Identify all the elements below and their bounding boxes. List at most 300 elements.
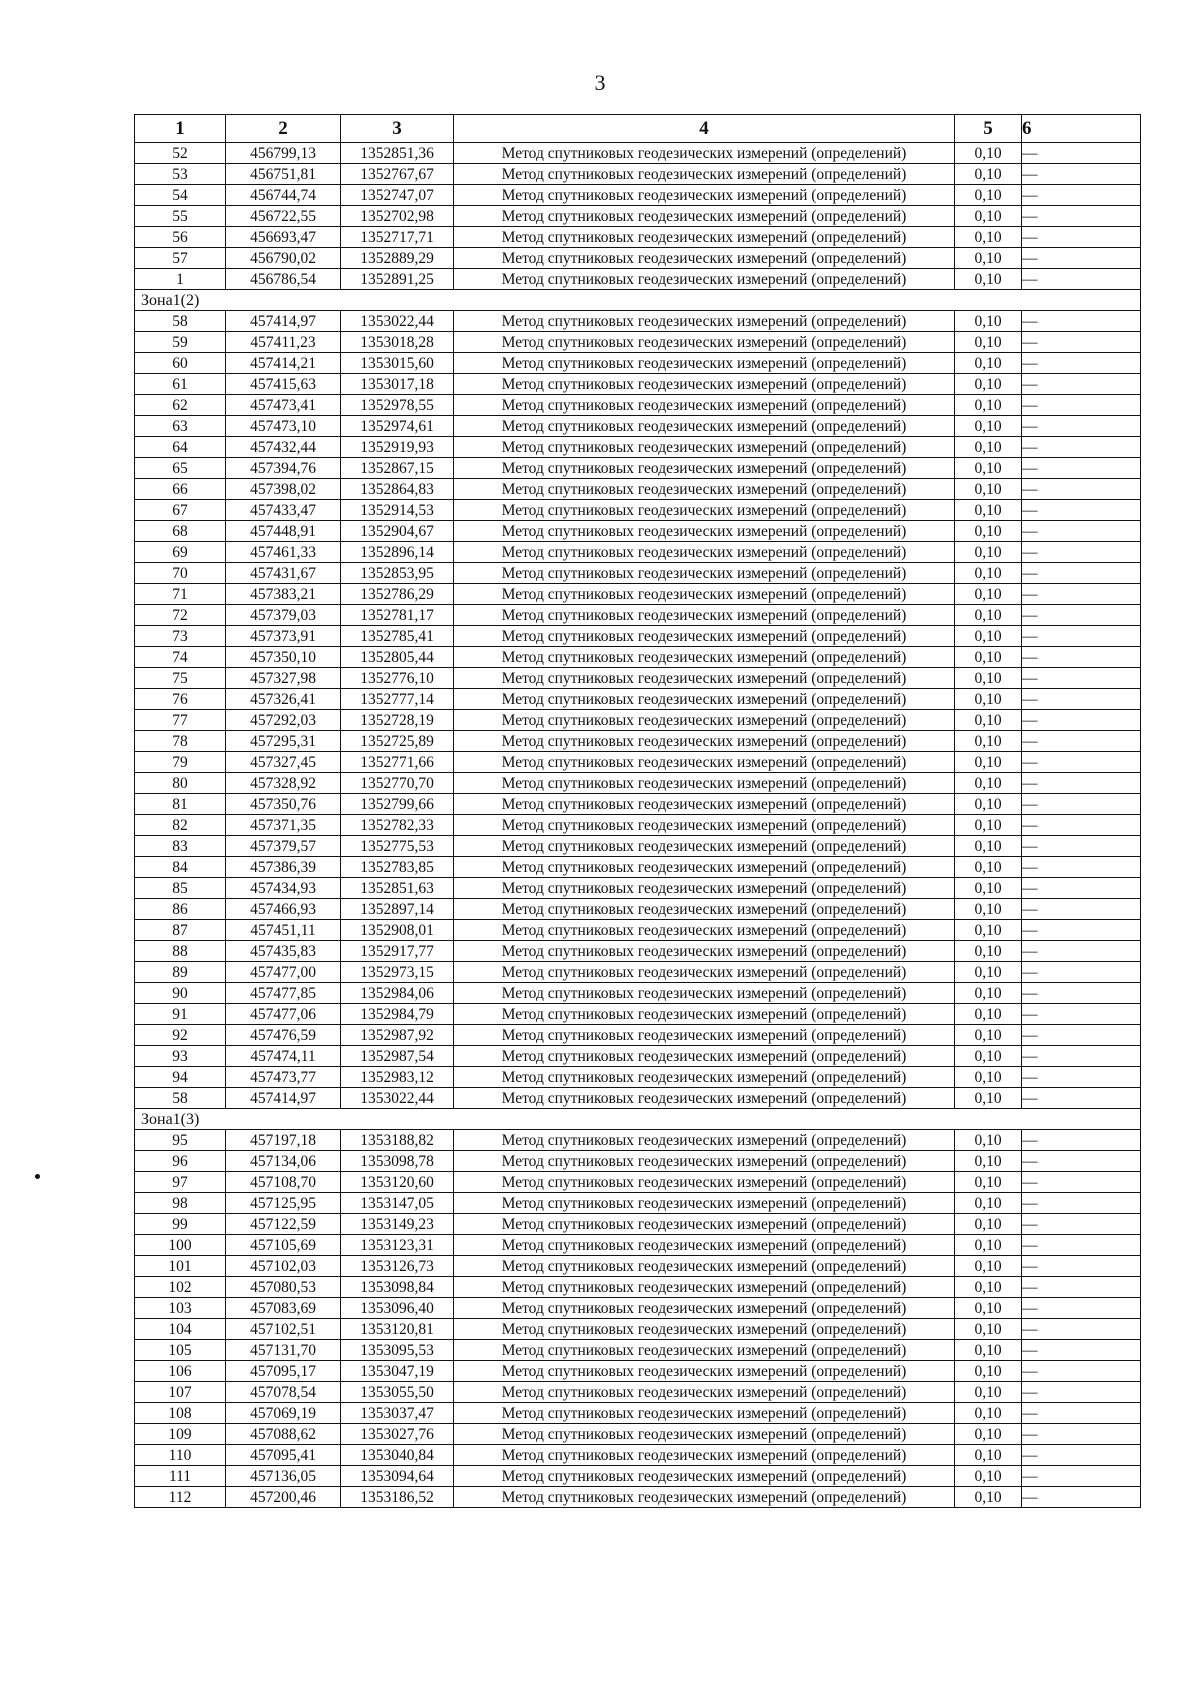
y-coordinate-cell: 1352919,93	[341, 437, 454, 458]
header-col-6: 6	[1022, 115, 1141, 143]
y-coordinate-cell: 1353120,60	[341, 1172, 454, 1193]
note-cell: —	[1022, 689, 1141, 710]
method-cell: Метод спутниковых геодезических измерений (определений)	[454, 164, 955, 185]
point-number-cell: 94	[135, 1067, 226, 1088]
accuracy-cell: 0,10	[955, 416, 1022, 437]
method-cell: Метод спутниковых геодезических измерений (определений)	[454, 983, 955, 1004]
y-coordinate-cell: 1352781,17	[341, 605, 454, 626]
y-coordinate-cell: 1352978,55	[341, 395, 454, 416]
note-cell: —	[1022, 1004, 1141, 1025]
table-row	[135, 164, 1141, 185]
x-coordinate-cell: 457350,10	[226, 647, 341, 668]
note-cell: —	[1022, 794, 1141, 815]
point-number-cell: 54	[135, 185, 226, 206]
point-number-cell: 102	[135, 1277, 226, 1298]
note-cell: —	[1022, 1403, 1141, 1424]
accuracy-cell: 0,10	[955, 1382, 1022, 1403]
method-cell: Метод спутниковых геодезических измерений (определений)	[454, 1487, 955, 1508]
y-coordinate-cell: 1352771,66	[341, 752, 454, 773]
x-coordinate-cell: 457326,41	[226, 689, 341, 710]
accuracy-cell: 0,10	[955, 1445, 1022, 1466]
table-row	[135, 878, 1141, 899]
table-row	[135, 563, 1141, 584]
y-coordinate-cell: 1352908,01	[341, 920, 454, 941]
y-coordinate-cell: 1352851,63	[341, 878, 454, 899]
accuracy-cell: 0,10	[955, 1487, 1022, 1508]
method-cell: Метод спутниковых геодезических измерений (определений)	[454, 1004, 955, 1025]
x-coordinate-cell: 457295,31	[226, 731, 341, 752]
accuracy-cell: 0,10	[955, 1361, 1022, 1382]
x-coordinate-cell: 456744,74	[226, 185, 341, 206]
page-number: 3	[594, 70, 606, 95]
table-row	[135, 941, 1141, 962]
y-coordinate-cell: 1352984,79	[341, 1004, 454, 1025]
point-number-cell: 98	[135, 1193, 226, 1214]
y-coordinate-cell: 1353022,44	[341, 1088, 454, 1109]
point-number-cell: 62	[135, 395, 226, 416]
point-number-cell: 67	[135, 500, 226, 521]
method-cell: Метод спутниковых геодезических измерений (определений)	[454, 1130, 955, 1151]
y-coordinate-cell: 1352984,06	[341, 983, 454, 1004]
method-cell: Метод спутниковых геодезических измерений (определений)	[454, 1193, 955, 1214]
point-number-cell: 106	[135, 1361, 226, 1382]
note-cell: —	[1022, 1445, 1141, 1466]
note-cell: —	[1022, 1340, 1141, 1361]
y-coordinate-cell: 1352785,41	[341, 626, 454, 647]
x-coordinate-cell: 457095,41	[226, 1445, 341, 1466]
method-cell: Метод спутниковых геодезических измерений (определений)	[454, 689, 955, 710]
note-cell: —	[1022, 500, 1141, 521]
y-coordinate-cell: 1352851,36	[341, 143, 454, 164]
point-number-cell: 68	[135, 521, 226, 542]
accuracy-cell: 0,10	[955, 542, 1022, 563]
y-coordinate-cell: 1352897,14	[341, 899, 454, 920]
accuracy-cell: 0,10	[955, 185, 1022, 206]
accuracy-cell: 0,10	[955, 836, 1022, 857]
table-row	[135, 1256, 1141, 1277]
method-cell: Метод спутниковых геодезических измерений (определений)	[454, 668, 955, 689]
point-number-cell: 61	[135, 374, 226, 395]
accuracy-cell: 0,10	[955, 227, 1022, 248]
point-number-cell: 108	[135, 1403, 226, 1424]
x-coordinate-cell: 457383,21	[226, 584, 341, 605]
note-cell: —	[1022, 1193, 1141, 1214]
y-coordinate-cell: 1352776,10	[341, 668, 454, 689]
y-coordinate-cell: 1353022,44	[341, 311, 454, 332]
table-row	[135, 857, 1141, 878]
method-cell: Метод спутниковых геодезических измерений (определений)	[454, 794, 955, 815]
accuracy-cell: 0,10	[955, 1214, 1022, 1235]
note-cell: —	[1022, 542, 1141, 563]
point-number-cell: 79	[135, 752, 226, 773]
table-row	[135, 542, 1141, 563]
table-row	[135, 1277, 1141, 1298]
table-header	[135, 115, 1141, 143]
table-body	[135, 143, 1141, 1508]
method-cell: Метод спутниковых геодезических измерений (определений)	[454, 353, 955, 374]
point-number-cell: 92	[135, 1025, 226, 1046]
x-coordinate-cell: 457398,02	[226, 479, 341, 500]
method-cell: Метод спутниковых геодезических измерений (определений)	[454, 752, 955, 773]
table-row	[135, 1466, 1141, 1487]
point-number-cell: 81	[135, 794, 226, 815]
table-row	[135, 1025, 1141, 1046]
note-cell: —	[1022, 584, 1141, 605]
header-col-5: 5	[955, 115, 1022, 143]
point-number-cell: 78	[135, 731, 226, 752]
note-cell: —	[1022, 185, 1141, 206]
note-cell: —	[1022, 1235, 1141, 1256]
table-row	[135, 668, 1141, 689]
method-cell: Метод спутниковых геодезических измерений (определений)	[454, 584, 955, 605]
note-cell: —	[1022, 962, 1141, 983]
x-coordinate-cell: 457088,62	[226, 1424, 341, 1445]
accuracy-cell: 0,10	[955, 1025, 1022, 1046]
accuracy-cell: 0,10	[955, 647, 1022, 668]
method-cell: Метод спутниковых геодезических измерений (определений)	[454, 1445, 955, 1466]
y-coordinate-cell: 1353047,19	[341, 1361, 454, 1382]
y-coordinate-cell: 1352904,67	[341, 521, 454, 542]
accuracy-cell: 0,10	[955, 1256, 1022, 1277]
point-number-cell: 109	[135, 1424, 226, 1445]
method-cell: Метод спутниковых геодезических измерений (определений)	[454, 1298, 955, 1319]
note-cell: —	[1022, 311, 1141, 332]
x-coordinate-cell: 457461,33	[226, 542, 341, 563]
y-coordinate-cell: 1352973,15	[341, 962, 454, 983]
x-coordinate-cell: 457095,17	[226, 1361, 341, 1382]
method-cell: Метод спутниковых геодезических измерений (определений)	[454, 857, 955, 878]
y-coordinate-cell: 1353120,81	[341, 1319, 454, 1340]
accuracy-cell: 0,10	[955, 311, 1022, 332]
note-cell: —	[1022, 1130, 1141, 1151]
accuracy-cell: 0,10	[955, 143, 1022, 164]
x-coordinate-cell: 457473,41	[226, 395, 341, 416]
x-coordinate-cell: 457477,85	[226, 983, 341, 1004]
y-coordinate-cell: 1353040,84	[341, 1445, 454, 1466]
table-row	[135, 689, 1141, 710]
point-number-cell: 60	[135, 353, 226, 374]
method-cell: Метод спутниковых геодезических измерений (определений)	[454, 1214, 955, 1235]
point-number-cell: 88	[135, 941, 226, 962]
note-cell: —	[1022, 479, 1141, 500]
y-coordinate-cell: 1352914,53	[341, 500, 454, 521]
accuracy-cell: 0,10	[955, 353, 1022, 374]
accuracy-cell: 0,10	[955, 269, 1022, 290]
point-number-cell: 58	[135, 311, 226, 332]
note-cell: —	[1022, 437, 1141, 458]
note-cell: —	[1022, 1424, 1141, 1445]
x-coordinate-cell: 457069,19	[226, 1403, 341, 1424]
table-row	[135, 962, 1141, 983]
method-cell: Метод спутниковых геодезических измерений (определений)	[454, 479, 955, 500]
table-row	[135, 1088, 1141, 1109]
x-coordinate-cell: 457379,03	[226, 605, 341, 626]
note-cell: —	[1022, 626, 1141, 647]
y-coordinate-cell: 1353149,23	[341, 1214, 454, 1235]
method-cell: Метод спутниковых геодезических измерений (определений)	[454, 1046, 955, 1067]
method-cell: Метод спутниковых геодезических измерений (определений)	[454, 1088, 955, 1109]
method-cell: Метод спутниковых геодезических измерений (определений)	[454, 395, 955, 416]
table-row	[135, 794, 1141, 815]
note-cell: —	[1022, 815, 1141, 836]
accuracy-cell: 0,10	[955, 1130, 1022, 1151]
table-row	[135, 1151, 1141, 1172]
method-cell: Метод спутниковых геодезических измерений (определений)	[454, 1319, 955, 1340]
x-coordinate-cell: 457108,70	[226, 1172, 341, 1193]
method-cell: Метод спутниковых геодезических измерений (определений)	[454, 416, 955, 437]
x-coordinate-cell: 457105,69	[226, 1235, 341, 1256]
table-row	[135, 143, 1141, 164]
table-row	[135, 479, 1141, 500]
note-cell: —	[1022, 710, 1141, 731]
accuracy-cell: 0,10	[955, 395, 1022, 416]
header-col-4: 4	[454, 115, 955, 143]
accuracy-cell: 0,10	[955, 1466, 1022, 1487]
x-coordinate-cell: 457451,11	[226, 920, 341, 941]
note-cell: —	[1022, 1172, 1141, 1193]
header-col-1: 1	[135, 115, 226, 143]
method-cell: Метод спутниковых геодезических измерений (определений)	[454, 458, 955, 479]
zone-label: Зона1(3)	[135, 1109, 1141, 1130]
table-row	[135, 374, 1141, 395]
x-coordinate-cell: 457476,59	[226, 1025, 341, 1046]
method-cell: Метод спутниковых геодезических измерений (определений)	[454, 1466, 955, 1487]
table-row	[135, 899, 1141, 920]
point-number-cell: 71	[135, 584, 226, 605]
x-coordinate-cell: 457414,97	[226, 1088, 341, 1109]
table-row	[135, 437, 1141, 458]
y-coordinate-cell: 1353015,60	[341, 353, 454, 374]
x-coordinate-cell: 457292,03	[226, 710, 341, 731]
x-coordinate-cell: 457080,53	[226, 1277, 341, 1298]
point-number-cell: 77	[135, 710, 226, 731]
x-coordinate-cell: 456790,02	[226, 248, 341, 269]
accuracy-cell: 0,10	[955, 1298, 1022, 1319]
accuracy-cell: 0,10	[955, 1088, 1022, 1109]
note-cell: —	[1022, 731, 1141, 752]
method-cell: Метод спутниковых геодезических измерений (определений)	[454, 1382, 955, 1403]
point-number-cell: 57	[135, 248, 226, 269]
note-cell: —	[1022, 1382, 1141, 1403]
table-row	[135, 1214, 1141, 1235]
note-cell: —	[1022, 1067, 1141, 1088]
note-cell: —	[1022, 416, 1141, 437]
x-coordinate-cell: 457473,10	[226, 416, 341, 437]
accuracy-cell: 0,10	[955, 1424, 1022, 1445]
point-number-cell: 87	[135, 920, 226, 941]
method-cell: Метод спутниковых геодезических измерений (определений)	[454, 1172, 955, 1193]
point-number-cell: 53	[135, 164, 226, 185]
method-cell: Метод спутниковых геодезических измерений (определений)	[454, 626, 955, 647]
note-cell: —	[1022, 1277, 1141, 1298]
note-cell: —	[1022, 1256, 1141, 1277]
point-number-cell: 100	[135, 1235, 226, 1256]
table-row	[135, 710, 1141, 731]
table-row	[135, 458, 1141, 479]
accuracy-cell: 0,10	[955, 941, 1022, 962]
method-cell: Метод спутниковых геодезических измерений (определений)	[454, 962, 955, 983]
accuracy-cell: 0,10	[955, 206, 1022, 227]
x-coordinate-cell: 457435,83	[226, 941, 341, 962]
x-coordinate-cell: 457373,91	[226, 626, 341, 647]
y-coordinate-cell: 1353017,18	[341, 374, 454, 395]
point-number-cell: 93	[135, 1046, 226, 1067]
point-number-cell: 1	[135, 269, 226, 290]
point-number-cell: 63	[135, 416, 226, 437]
point-number-cell: 104	[135, 1319, 226, 1340]
point-number-cell: 75	[135, 668, 226, 689]
accuracy-cell: 0,10	[955, 731, 1022, 752]
x-coordinate-cell: 457083,69	[226, 1298, 341, 1319]
point-number-cell: 89	[135, 962, 226, 983]
x-coordinate-cell: 457328,92	[226, 773, 341, 794]
table-row	[135, 269, 1141, 290]
accuracy-cell: 0,10	[955, 1319, 1022, 1340]
method-cell: Метод спутниковых геодезических измерений (определений)	[454, 878, 955, 899]
point-number-cell: 65	[135, 458, 226, 479]
note-cell: —	[1022, 920, 1141, 941]
x-coordinate-cell: 457122,59	[226, 1214, 341, 1235]
header-col-3: 3	[341, 115, 454, 143]
note-cell: —	[1022, 1214, 1141, 1235]
table-row	[135, 1340, 1141, 1361]
accuracy-cell: 0,10	[955, 710, 1022, 731]
method-cell: Метод спутниковых геодезических измерений (определений)	[454, 332, 955, 353]
point-number-cell: 101	[135, 1256, 226, 1277]
accuracy-cell: 0,10	[955, 437, 1022, 458]
table-row	[135, 647, 1141, 668]
accuracy-cell: 0,10	[955, 752, 1022, 773]
note-cell: —	[1022, 773, 1141, 794]
x-coordinate-cell: 457197,18	[226, 1130, 341, 1151]
table-row	[135, 353, 1141, 374]
y-coordinate-cell: 1353098,78	[341, 1151, 454, 1172]
note-cell: —	[1022, 1361, 1141, 1382]
method-cell: Метод спутниковых геодезических измерений (определений)	[454, 773, 955, 794]
x-coordinate-cell: 457386,39	[226, 857, 341, 878]
accuracy-cell: 0,10	[955, 1340, 1022, 1361]
y-coordinate-cell: 1352805,44	[341, 647, 454, 668]
accuracy-cell: 0,10	[955, 1277, 1022, 1298]
table-row	[135, 626, 1141, 647]
table-row	[135, 206, 1141, 227]
point-number-cell: 52	[135, 143, 226, 164]
method-cell: Метод спутниковых геодезических измерений (определений)	[454, 563, 955, 584]
stray-dot-mark	[35, 1174, 40, 1179]
x-coordinate-cell: 457134,06	[226, 1151, 341, 1172]
y-coordinate-cell: 1352725,89	[341, 731, 454, 752]
table-row	[135, 416, 1141, 437]
accuracy-cell: 0,10	[955, 689, 1022, 710]
accuracy-cell: 0,10	[955, 458, 1022, 479]
point-number-cell: 58	[135, 1088, 226, 1109]
method-cell: Метод спутниковых геодезических измерений (определений)	[454, 647, 955, 668]
accuracy-cell: 0,10	[955, 1193, 1022, 1214]
point-number-cell: 95	[135, 1130, 226, 1151]
accuracy-cell: 0,10	[955, 1004, 1022, 1025]
table-row	[135, 1193, 1141, 1214]
method-cell: Метод спутниковых геодезических измерений (определений)	[454, 941, 955, 962]
y-coordinate-cell: 1352702,98	[341, 206, 454, 227]
method-cell: Метод спутниковых геодезических измерений (определений)	[454, 1256, 955, 1277]
y-coordinate-cell: 1352987,54	[341, 1046, 454, 1067]
method-cell: Метод спутниковых геодезических измерений (определений)	[454, 1361, 955, 1382]
note-cell: —	[1022, 605, 1141, 626]
table-row	[135, 1172, 1141, 1193]
accuracy-cell: 0,10	[955, 1046, 1022, 1067]
y-coordinate-cell: 1352896,14	[341, 542, 454, 563]
table-row	[135, 1382, 1141, 1403]
note-cell: —	[1022, 332, 1141, 353]
point-number-cell: 107	[135, 1382, 226, 1403]
table-row	[135, 1319, 1141, 1340]
accuracy-cell: 0,10	[955, 521, 1022, 542]
table-row	[135, 1445, 1141, 1466]
accuracy-cell: 0,10	[955, 962, 1022, 983]
method-cell: Метод спутниковых геодезических измерений (определений)	[454, 605, 955, 626]
table-row	[135, 920, 1141, 941]
coordinates-table	[134, 114, 1141, 1508]
table-row	[135, 185, 1141, 206]
x-coordinate-cell: 457327,45	[226, 752, 341, 773]
x-coordinate-cell: 457414,21	[226, 353, 341, 374]
method-cell: Метод спутниковых геодезических измерений (определений)	[454, 1067, 955, 1088]
table-row	[135, 395, 1141, 416]
point-number-cell: 55	[135, 206, 226, 227]
x-coordinate-cell: 457136,05	[226, 1466, 341, 1487]
y-coordinate-cell: 1352777,14	[341, 689, 454, 710]
note-cell: —	[1022, 668, 1141, 689]
accuracy-cell: 0,10	[955, 794, 1022, 815]
table-row	[135, 1067, 1141, 1088]
method-cell: Метод спутниковых геодезических измерений (определений)	[454, 815, 955, 836]
accuracy-cell: 0,10	[955, 248, 1022, 269]
note-cell: —	[1022, 269, 1141, 290]
table-row	[135, 1046, 1141, 1067]
note-cell: —	[1022, 941, 1141, 962]
method-cell: Метод спутниковых геодезических измерений (определений)	[454, 920, 955, 941]
x-coordinate-cell: 457432,44	[226, 437, 341, 458]
method-cell: Метод спутниковых геодезических измерений (определений)	[454, 1424, 955, 1445]
point-number-cell: 73	[135, 626, 226, 647]
y-coordinate-cell: 1352983,12	[341, 1067, 454, 1088]
table-row	[135, 332, 1141, 353]
y-coordinate-cell: 1353037,47	[341, 1403, 454, 1424]
accuracy-cell: 0,10	[955, 500, 1022, 521]
x-coordinate-cell: 457415,63	[226, 374, 341, 395]
x-coordinate-cell: 456799,13	[226, 143, 341, 164]
note-cell: —	[1022, 1487, 1141, 1508]
accuracy-cell: 0,10	[955, 1151, 1022, 1172]
note-cell: —	[1022, 1046, 1141, 1067]
x-coordinate-cell: 457434,93	[226, 878, 341, 899]
accuracy-cell: 0,10	[955, 899, 1022, 920]
table-row	[135, 983, 1141, 1004]
y-coordinate-cell: 1352728,19	[341, 710, 454, 731]
y-coordinate-cell: 1352747,07	[341, 185, 454, 206]
x-coordinate-cell: 457125,95	[226, 1193, 341, 1214]
note-cell: —	[1022, 1319, 1141, 1340]
table-row	[135, 311, 1141, 332]
table-row	[135, 1130, 1141, 1151]
method-cell: Метод спутниковых геодезических измерений (определений)	[454, 836, 955, 857]
y-coordinate-cell: 1353096,40	[341, 1298, 454, 1319]
table-row	[135, 1298, 1141, 1319]
point-number-cell: 90	[135, 983, 226, 1004]
x-coordinate-cell: 457371,35	[226, 815, 341, 836]
note-cell: —	[1022, 836, 1141, 857]
x-coordinate-cell: 457477,06	[226, 1004, 341, 1025]
